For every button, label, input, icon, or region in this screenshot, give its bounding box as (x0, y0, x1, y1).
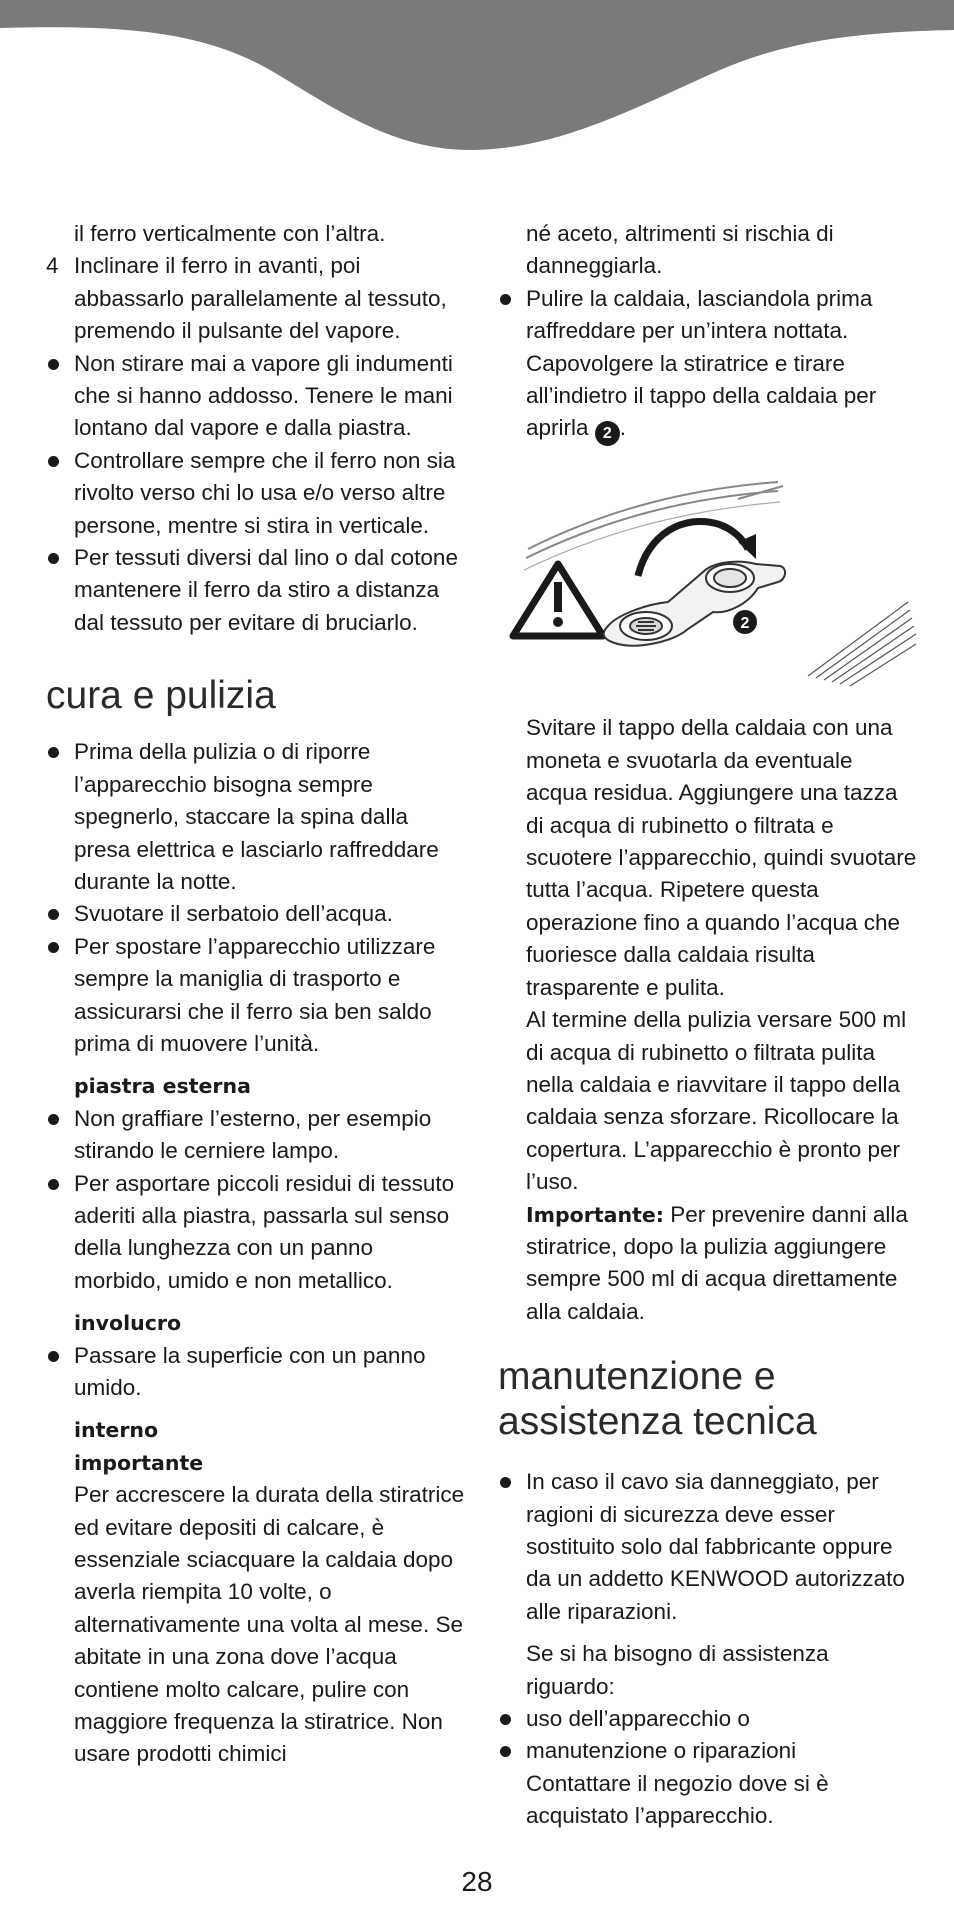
step-text: Inclinare il ferro in avanti, poi abbassarlo parallelamente al tessuto, premendo il pulsante del vapore. (74, 253, 447, 344)
list-item-text: Pulire la caldaia, lasciandola prima raffreddare per un’intera nottata. Capovolgere la stiratrice e tirare all’indietro il tappo della caldaia per aprirla (526, 285, 877, 441)
reference-period: . (619, 415, 627, 441)
step-number: 4 (46, 253, 59, 279)
right-column (498, 218, 918, 1833)
section-heading-service: manutenzione e assistenza tecnica (498, 1355, 817, 1444)
paragraph-contact: Contattare il negozio dove si è acquistato l’apparecchio. (526, 1770, 829, 1829)
bullet-icon (500, 1746, 511, 1757)
figure-callout (733, 610, 757, 634)
paragraph-inside: Per accrescere la durata della stiratrice ed evitare depositi di calcare, è essenziale sciacquare la caldaia dopo averla riempita 10 volte, o alternativamente una volta al mese. Se abitate in una zona dove l’acqua contiene molto calcare, pulire con maggiore frequenza la stiratrice. Non usare prodotti chimici (74, 1482, 465, 1767)
list-item (46, 1340, 466, 1405)
subheading-inside: interno (74, 1418, 159, 1443)
list-item-text: In caso il cavo sia danneggiato, per ragioni di sicurezza deve esser sostituito solo dal fabbricante oppure da un addetto KENWOOD autorizzato alle riparazioni. (526, 1469, 905, 1624)
important-text: Per prevenire danni alla stiratrice, dopo la pulizia aggiungere sempre 500 ml di acqua direttamente alla caldaia. (526, 1201, 908, 1324)
list-item (498, 1466, 918, 1628)
list-item (46, 931, 466, 1061)
figure-callout-number: 2 (740, 615, 750, 633)
list-item (498, 1735, 918, 1767)
bullet-icon (500, 1477, 511, 1488)
important-note (498, 1199, 918, 1329)
subheading-housing: involucro (74, 1311, 182, 1336)
bullet-icon (48, 1351, 59, 1362)
list-item (46, 1168, 466, 1298)
bullet-icon (500, 294, 511, 305)
list-item-text: Svuotare il serbatoio dell’acqua. (74, 901, 393, 927)
boiler-cap-illustration (498, 454, 918, 704)
warning-triangle-icon (513, 564, 603, 636)
bullet-icon (48, 1179, 59, 1190)
bullet-icon (48, 909, 59, 920)
paragraph-end: Al termine della pulizia versare 500 ml di acqua di rubinetto o filtrata pulita nella caldaia e riavvitare il tappo della caldaia senza sforzare. Ricollocare la copertura. L’apparecchio è pronto per l’uso. (526, 1007, 907, 1195)
hatch-lines (808, 602, 916, 686)
list-item (46, 736, 466, 898)
continuation-text: né aceto, altrimenti si rischia di danneggiarla. (526, 221, 834, 279)
important-label: Importante: (526, 1202, 664, 1227)
bullet-icon (48, 747, 59, 758)
figure-reference-badge: 2 (595, 421, 620, 446)
subheading-important: importante (74, 1450, 204, 1475)
bullet-icon (48, 942, 59, 953)
header-wave-decoration (0, 0, 954, 160)
list-item-text: Per spostare l’apparecchio utilizzare sempre la maniglia di trasporto e assicurarsi che il ferro sia ben saldo prima di muovere l’unità. (74, 933, 436, 1056)
list-item-text: manutenzione o riparazioni (526, 1738, 797, 1764)
list-item (498, 1703, 918, 1735)
left-column (46, 218, 466, 1771)
list-item-text: Non stirare mai a vapore gli indumenti che si hanno addosso. Tenere le mani lontano dal vapore e dalla piastra. (74, 350, 453, 441)
list-item (46, 445, 466, 542)
intro-continuation: il ferro verticalmente con l’altra. (74, 221, 386, 246)
list-item-text: Per asportare piccoli residui di tessuto aderiti alla piastra, passarla sul senso della lunghezza con un panno morbido, umido e non metallico. (74, 1170, 455, 1293)
list-item (46, 898, 466, 930)
boiler-cap-figure (498, 454, 918, 704)
paragraph-unscrew: Svitare il tappo della caldaia con una moneta e svuotarla da eventuale acqua residua. Aggiungere una tazza di acqua di rubinetto o filtrata e scuotere l’apparecchio, quindi svuotare tutta l’acqua. Ripetere questa operazione fino a quando l’acqua che fuoriesce dalla caldaia risulta trasparente e pulita. (526, 715, 917, 1000)
list-item-text: Passare la superficie con un panno umido. (74, 1342, 426, 1400)
list-item-text: Per tessuti diversi dal lino o dal cotone mantenere il ferro da stiro a distanza dal tessuto per evitare di bruciarlo. (74, 545, 458, 635)
list-item (46, 1103, 466, 1168)
list-item-text: Non graffiare l’esterno, per esempio stirando le cerniere lampo. (74, 1105, 432, 1164)
list-item (46, 542, 466, 639)
page-number: 28 (461, 1866, 493, 1897)
bullet-icon (500, 1714, 511, 1725)
list-item-text: Prima della pulizia o di riporre l’apparecchio bisogna sempre spegnerlo, staccare la spina dalla presa elettrica e lasciarlo raffreddare durante la notte. (74, 739, 439, 894)
list-item (498, 283, 918, 447)
boiler-cap-icon (604, 562, 785, 646)
bullet-icon (48, 456, 59, 467)
section-heading-care: cura e pulizia (46, 674, 276, 718)
list-item-text: Controllare sempre che il ferro non sia rivolto verso chi lo usa e/o verso altre persone, mentre si stira in verticale. (74, 447, 456, 538)
bullet-icon (48, 553, 59, 564)
list-item-text: uso dell’apparecchio o (526, 1706, 750, 1731)
step-4 (46, 250, 466, 347)
subheading-plate: piastra esterna (74, 1074, 251, 1099)
paragraph-help: Se si ha bisogno di assistenza riguardo: (526, 1641, 829, 1699)
bullet-icon (48, 1114, 59, 1125)
bullet-icon (48, 359, 59, 370)
list-item (46, 348, 466, 445)
